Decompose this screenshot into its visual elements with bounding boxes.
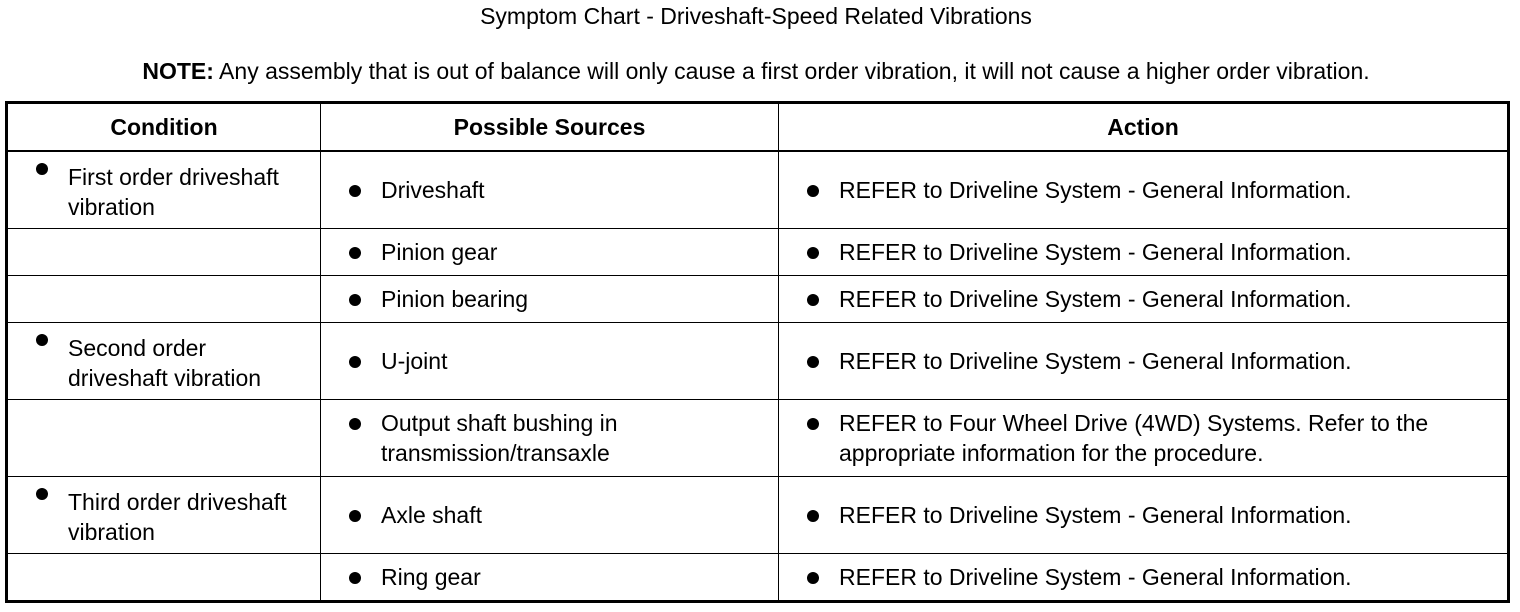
note-label: NOTE: (142, 58, 214, 84)
source-text: Driveshaft (381, 177, 485, 203)
condition-cell (7, 323, 321, 400)
table-row (7, 400, 1509, 477)
table-row (7, 554, 1509, 602)
source-cell (321, 151, 779, 229)
condition-cell (7, 229, 321, 276)
bullet-icon (349, 185, 361, 197)
action-cell (779, 229, 1509, 276)
bullet-icon (349, 356, 361, 368)
source-cell (321, 229, 779, 276)
action-cell (779, 323, 1509, 400)
source-text: Output shaft bushing in transmission/transaxle (381, 410, 618, 466)
source-cell (321, 554, 779, 602)
action-cell (779, 276, 1509, 323)
header-possible-sources: Possible Sources (321, 103, 779, 152)
table-header-row (7, 103, 1509, 152)
bullet-icon (36, 163, 48, 175)
condition-text: Second order driveshaft vibration (68, 334, 262, 391)
action-cell (779, 554, 1509, 602)
action-text: REFER to Driveline System - General Information. (839, 564, 1352, 590)
table-row (7, 276, 1509, 323)
table-row (7, 229, 1509, 276)
note-text: Any assembly that is out of balance will only cause a first order vibration, it will not cause a higher order vibration. (213, 58, 1370, 84)
bullet-icon (807, 510, 819, 522)
condition-cell (7, 276, 321, 323)
bullet-icon (807, 294, 819, 306)
table-row (7, 323, 1509, 400)
bullet-icon (36, 488, 48, 500)
condition-cell (7, 477, 321, 554)
bullet-icon (36, 334, 48, 346)
action-cell (779, 151, 1509, 229)
source-cell (321, 276, 779, 323)
bullet-icon (807, 572, 819, 584)
source-cell (321, 477, 779, 554)
source-text: Axle shaft (381, 502, 482, 528)
header-condition: Condition (7, 103, 321, 152)
bullet-icon (807, 185, 819, 197)
action-text: REFER to Driveline System - General Information. (839, 286, 1352, 312)
note (0, 58, 1512, 84)
condition-text: First order driveshaft vibration (68, 163, 279, 220)
bullet-icon (349, 294, 361, 306)
bullet-icon (807, 356, 819, 368)
source-cell (321, 400, 779, 477)
condition-text: Third order driveshaft vibration (68, 488, 287, 545)
table-row (7, 151, 1509, 229)
source-text: Ring gear (381, 564, 481, 590)
condition-cell (7, 151, 321, 229)
bullet-icon (349, 418, 361, 430)
table-row (7, 477, 1509, 554)
action-text: REFER to Four Wheel Drive (4WD) Systems. Refer to the appropriate information for the procedure. (839, 410, 1429, 466)
source-text: Pinion gear (381, 239, 498, 265)
action-cell (779, 477, 1509, 554)
bullet-icon (807, 247, 819, 259)
source-text: Pinion bearing (381, 286, 529, 312)
header-action: Action (779, 103, 1509, 152)
source-cell (321, 323, 779, 400)
condition-cell (7, 554, 321, 602)
bullet-icon (349, 247, 361, 259)
action-text: REFER to Driveline System - General Information. (839, 348, 1352, 374)
action-text: REFER to Driveline System - General Information. (839, 177, 1352, 203)
symptom-table (5, 101, 1510, 603)
action-cell (779, 400, 1509, 477)
action-text: REFER to Driveline System - General Information. (839, 239, 1352, 265)
action-text: REFER to Driveline System - General Information. (839, 502, 1352, 528)
bullet-icon (807, 418, 819, 430)
chart-title: Symptom Chart - Driveshaft-Speed Related Vibrations (480, 3, 1032, 29)
bullet-icon (349, 572, 361, 584)
condition-cell (7, 400, 321, 477)
bullet-icon (349, 510, 361, 522)
source-text: U-joint (381, 348, 448, 374)
